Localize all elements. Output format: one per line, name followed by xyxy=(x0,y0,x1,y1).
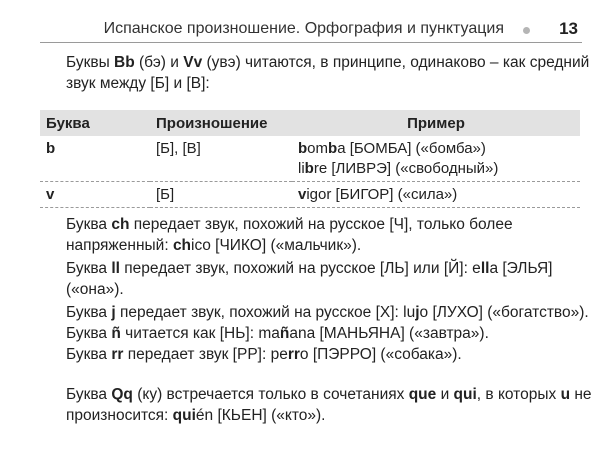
bold-letter: Bb xyxy=(114,54,135,71)
rule-ll xyxy=(40,258,596,300)
pronunciation-value: [Б] xyxy=(156,186,175,203)
pronunciation-value: [Б], [В] xyxy=(156,140,201,157)
text: (увэ) читаются, в принципе, одинаково – как средний звук между [Б] и [В]: xyxy=(66,54,590,92)
example-line xyxy=(298,159,574,179)
text: Буква xyxy=(66,346,112,363)
rule-ch xyxy=(40,214,596,256)
bold-letter: b xyxy=(304,160,314,177)
header-example: Пример xyxy=(292,110,580,136)
text: (бэ) и xyxy=(134,54,184,71)
text: читается как [НЬ]: ma xyxy=(120,325,280,342)
cell-letter xyxy=(40,182,150,208)
bold-letter: qui xyxy=(453,386,477,403)
running-header xyxy=(40,10,582,43)
table-row xyxy=(40,136,580,182)
cell-example xyxy=(292,182,580,208)
bold-letter: que xyxy=(408,386,437,403)
bold-letter: ll xyxy=(111,260,120,277)
rule-j xyxy=(40,302,596,323)
bold-letter: b xyxy=(328,140,338,157)
rule-n-tilde xyxy=(40,323,596,344)
text: Буквы xyxy=(66,54,115,71)
header-letter: Буква xyxy=(40,110,150,136)
bold-letter: Qq xyxy=(111,386,133,403)
bold-letter: ch xyxy=(111,216,130,233)
bold-letter: ll xyxy=(480,260,490,277)
bold-letter: ñ xyxy=(111,325,121,342)
bold-letter: rr xyxy=(111,346,124,363)
text: ico [ЧИКО] («мальчик»). xyxy=(191,237,362,254)
cell-letter xyxy=(40,136,150,182)
text: Буква xyxy=(66,304,112,321)
bullet-dot-icon xyxy=(523,27,530,34)
intro-paragraph xyxy=(40,52,596,94)
bold-letter: u xyxy=(560,386,571,403)
bold-letter: b xyxy=(298,140,308,157)
example-line xyxy=(298,185,574,205)
text: Буква xyxy=(66,260,112,277)
text: Буква xyxy=(66,386,112,403)
header-pronunciation: Произношение xyxy=(150,110,292,136)
cell-example xyxy=(292,136,580,182)
text: igor [БИГОР] («сила») xyxy=(306,186,458,203)
text: om xyxy=(307,140,329,157)
text: o [ПЭРРО] («собака»). xyxy=(299,346,462,363)
text: передает звук, похожий на русское [ЛЬ] или [Й]: e xyxy=(119,260,481,277)
bold-letter: Vv xyxy=(183,54,203,71)
chapter-title: Испанское произношение. Орфография и пунктуация xyxy=(103,20,504,37)
text: a [БОМБА] («бомба») xyxy=(337,140,486,157)
bold-letter: j xyxy=(111,304,116,321)
rule-qq xyxy=(40,384,596,426)
text: не произносится: xyxy=(66,386,592,424)
cell-pronunciation xyxy=(150,182,292,208)
cell-pronunciation xyxy=(150,136,292,182)
bold-letter: rr xyxy=(287,346,300,363)
text: и xyxy=(436,386,454,403)
text: (ку) встречается только в сочетаниях xyxy=(132,386,409,403)
text: передает звук, похожий на русское [Ч], только более напряженный: xyxy=(66,216,513,254)
text: передает звук [РР]: pe xyxy=(123,346,288,363)
bold-letter: ñ xyxy=(279,325,290,342)
bold-letter: qui xyxy=(172,407,196,424)
text: передает звук, похожий на русское [Х]: lu xyxy=(115,304,416,321)
text: ana [МАНЬЯНА] («завтра»). xyxy=(289,325,489,342)
example-line xyxy=(298,139,574,159)
bold-letter: v xyxy=(298,186,307,203)
text: re [ЛИВРЭ] («свободный») xyxy=(313,160,499,177)
text: li xyxy=(298,160,305,177)
bold-letter: j xyxy=(415,304,420,321)
text: Буква xyxy=(66,216,112,233)
rule-rr xyxy=(40,344,596,365)
letter-value: v xyxy=(46,186,55,203)
pronunciation-table xyxy=(40,110,580,208)
text: én [КЬЕН] («кто»). xyxy=(195,407,326,424)
page-number: 13 xyxy=(559,19,578,38)
letter-value: b xyxy=(46,140,56,157)
table-header-row xyxy=(40,110,580,136)
table-row xyxy=(40,182,580,208)
text: o [ЛУХО] («богатство»). xyxy=(419,304,589,321)
bold-letter: ch xyxy=(172,237,192,254)
text: , в которых xyxy=(476,386,561,403)
text: Буква xyxy=(66,325,112,342)
text: a [ЭЛЬЯ] («она»). xyxy=(66,260,553,298)
